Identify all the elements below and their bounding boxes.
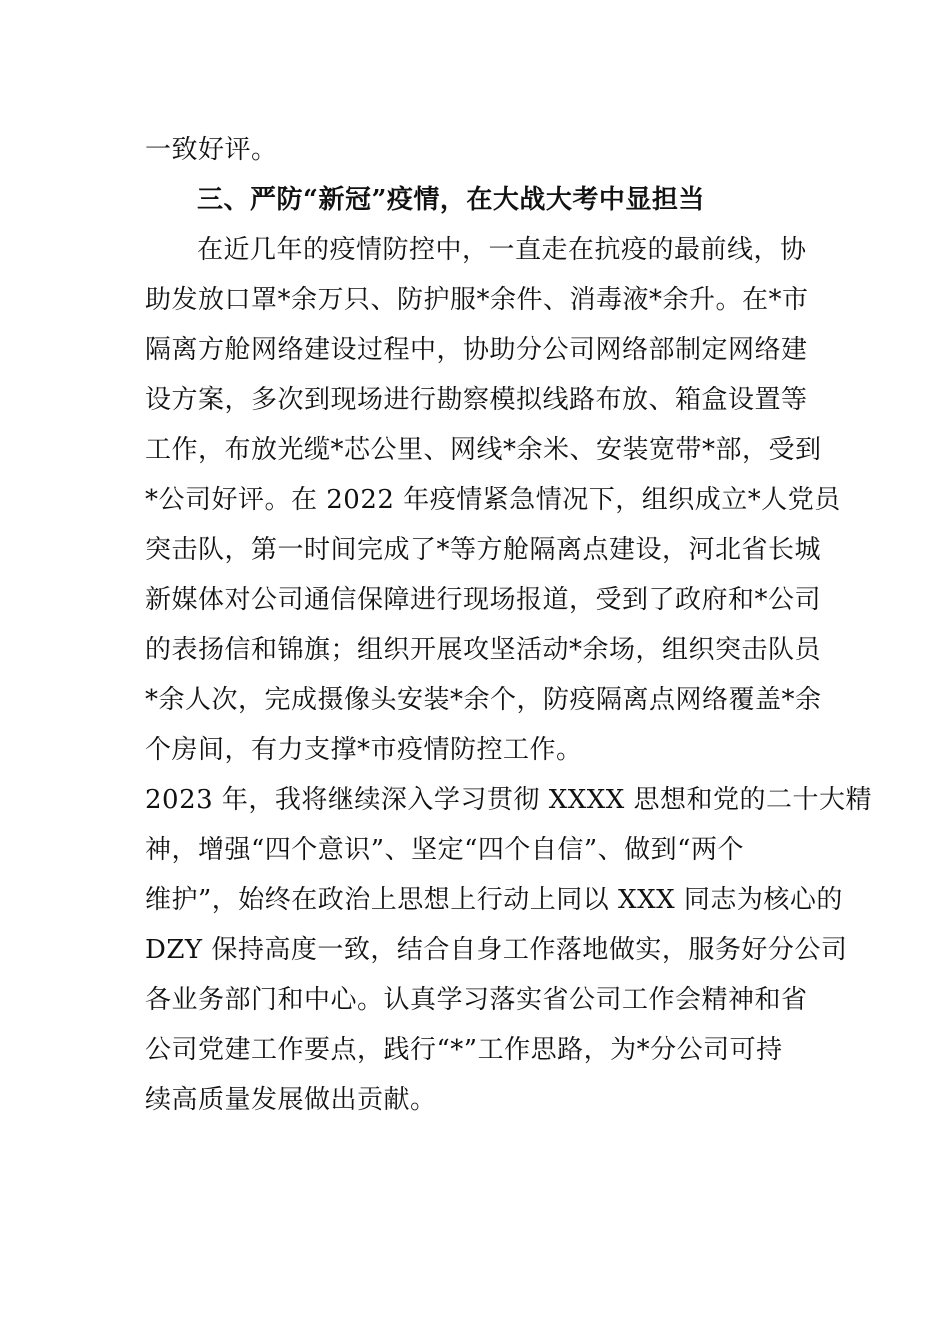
text-line: 在近几年的疫情防控中，一直走在抗疫的最前线，协 xyxy=(197,235,807,265)
text-line: 续高质量发展做出贡献。 xyxy=(145,1085,437,1115)
text-line: 2023 年，我将继续深入学习贯彻 XXXX 思想和党的二十大精 xyxy=(145,785,873,815)
text-line: DZY 保持高度一致，结合自身工作落地做实，服务好分公司 xyxy=(145,935,848,965)
section-heading: 三、严防“新冠”疫情，在大战大考中显担当 xyxy=(197,185,705,215)
text-line: 一致好评。 xyxy=(145,135,278,165)
text-line: 突击队，第一时间完成了*等方舱隔离点建设，河北省长城 xyxy=(145,535,822,565)
text-line: 隔离方舱网络建设过程中，协助分公司网络部制定网络建 xyxy=(145,335,808,365)
text-line: 的表扬信和锦旗；组织开展攻坚活动*余场，组织突击队员 xyxy=(145,635,822,665)
text-line: 个房间，有力支撑*市疫情防控工作。 xyxy=(145,735,583,765)
text-line: 公司党建工作要点，践行“*”工作思路，为*分公司可持 xyxy=(145,1035,783,1065)
text-line: 助发放口罩*余万只、防护服*余件、消毒液*余升。在*市 xyxy=(145,285,809,315)
text-line: 各业务部门和中心。认真学习落实省公司工作会精神和省 xyxy=(145,985,808,1015)
text-line: *公司好评。在 2022 年疫情紧急情况下，组织成立*人党员 xyxy=(145,485,841,515)
text-line: 工作，布放光缆*芯公里、网线*余米、安装宽带*部，受到 xyxy=(145,435,822,465)
text-line: *余人次，完成摄像头安装*余个，防疫隔离点网络覆盖*余 xyxy=(145,685,822,715)
text-line: 神，增强“四个意识”、坚定“四个自信”、做到“两个 xyxy=(145,835,744,865)
text-line: 维护”，始终在政治上思想上行动上同以 XXX 同志为核心的 xyxy=(145,885,843,915)
text-line: 设方案，多次到现场进行勘察模拟线路布放、箱盒设置等 xyxy=(145,385,808,415)
document-body xyxy=(145,125,873,1125)
text-line: 新媒体对公司通信保障进行现场报道，受到了政府和*公司 xyxy=(145,585,822,615)
